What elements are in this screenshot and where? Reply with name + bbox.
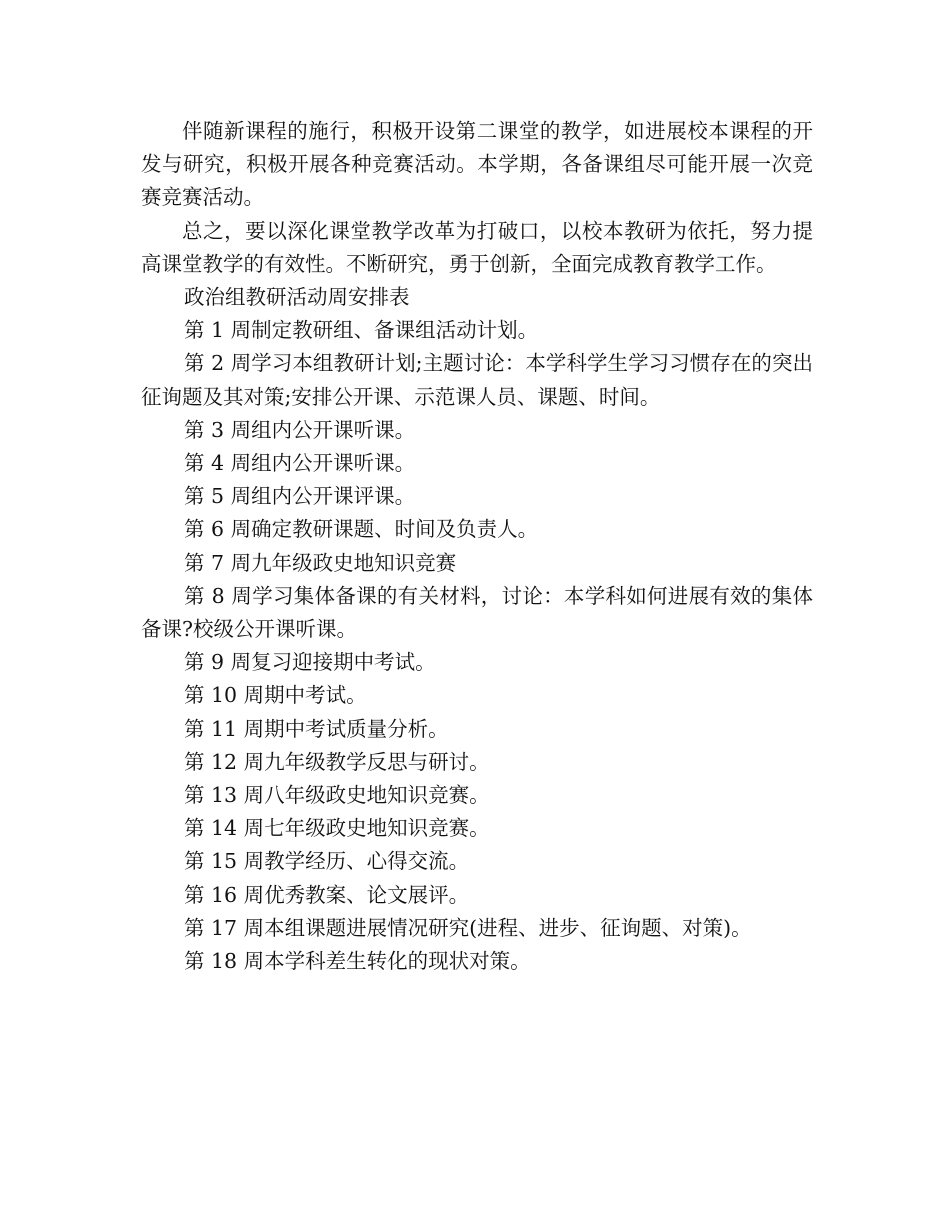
week-item-6: 第 6 周确定教研课题、时间及负责人。 xyxy=(184,517,539,542)
week-item-5: 第 5 周组内公开课评课。 xyxy=(184,484,416,509)
week-item-18: 第 18 周本学科差生转化的现状对策。 xyxy=(184,949,531,974)
week-item-13: 第 13 周八年级政史地知识竞赛。 xyxy=(184,783,490,808)
week-item-14: 第 14 周七年级政史地知识竞赛。 xyxy=(184,816,490,841)
week-item-7: 第 7 周九年级政史地知识竞赛 xyxy=(184,550,457,575)
document-body xyxy=(141,115,813,978)
week-item-16: 第 16 周优秀教案、论文展评。 xyxy=(184,882,470,907)
schedule-title: 政治组教研活动周安排表 xyxy=(184,285,410,310)
week-item-2: 第 2 周学习本组教研计划;主题讨论：本学科学生学习习惯存在的突出征询题及其对策;安排公开课、示范课人员、课题、时间。 xyxy=(141,351,813,409)
week-item-1: 第 1 周制定教研组、备课组活动计划。 xyxy=(184,318,539,343)
week-item-8: 第 8 周学习集体备课的有关材料，讨论：本学科如何进展有效的集体备课?校级公开课听课。 xyxy=(141,583,813,642)
week-item-17: 第 17 周本组课题进展情况研究(进程、进步、征询题、对策)。 xyxy=(184,915,752,940)
week-item-12: 第 12 周九年级教学反思与研讨。 xyxy=(184,749,490,774)
week-item-4: 第 4 周组内公开课听课。 xyxy=(184,451,416,476)
week-item-3: 第 3 周组内公开课听课。 xyxy=(184,417,416,442)
week-item-10: 第 10 周期中考试。 xyxy=(184,683,367,708)
week-item-11: 第 11 周期中考试质量分析。 xyxy=(184,716,449,741)
paragraph-second-classroom: 伴随新课程的施行，积极开设第二课堂的教学，如进展校本课程的开发与研究，积极开展各种竞赛活动。本学期，各备课组尽可能开展一次竞赛竞赛活动。 xyxy=(141,119,813,210)
paragraph-summary: 总之，要以深化课堂教学改革为打破口，以校本教研为依托，努力提高课堂教学的有效性。不断研究，勇于创新，全面完成教育教学工作。 xyxy=(141,218,813,276)
week-item-9: 第 9 周复习迎接期中考试。 xyxy=(184,650,436,675)
week-item-15: 第 15 周教学经历、心得交流。 xyxy=(184,849,470,874)
